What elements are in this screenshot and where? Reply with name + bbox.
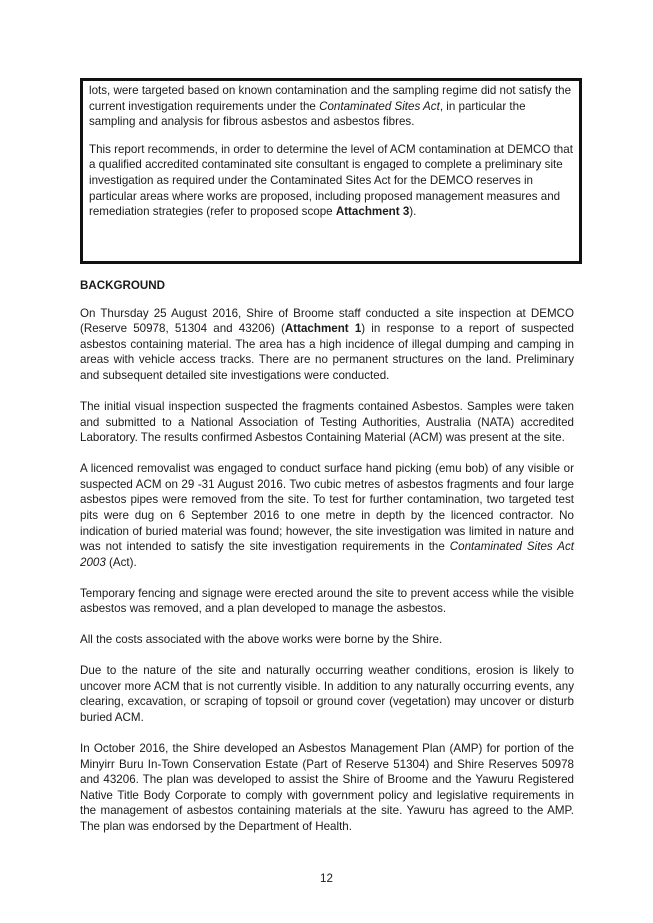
summary-paragraph-2: [89, 142, 575, 220]
paragraph-4: Temporary fencing and signage were erected around the site to prevent access while the visible asbestos was removed, and a plan developed to manage the asbestos.: [80, 586, 574, 616]
section-heading: BACKGROUND: [80, 279, 166, 292]
paragraph-7: In October 2016, the Shire developed an Asbestos Management Plan (AMP) for portion of the Minyirr Buru In-Town Conservation Estate (Part of Reserve 51304) and Shire Reserves 50978 and 43206. The plan was developed to assist the Shire of Broome and the Yawuru Registered Native Title Body Corporate to comply with government policy and legislative requirements in the management of asbestos containing materials at the site. Yawuru has agreed to the AMP. The plan was endorsed by the Department of Health.: [80, 742, 574, 833]
attachment-reference: Attachment 3: [335, 205, 410, 219]
page-number: 12: [320, 872, 333, 885]
summary-box: [80, 78, 582, 264]
paragraph-2: The initial visual inspection suspected the fragments contained Asbestos. Samples were taken and submitted to a National Association of Testing Authorities, Australia (NATA) accredited Laboratory. The results confirmed Asbestos Containing Material (ACM) was present at the site.: [80, 399, 574, 445]
summary-paragraph-1: [89, 83, 575, 130]
attachment-reference: Attachment 1: [284, 322, 362, 336]
act-reference: Contaminated Sites Act: [319, 99, 440, 113]
paragraph-3: [80, 461, 574, 570]
paragraph-6: Due to the nature of the site and naturally occurring weather conditions, erosion is likely to uncover more ACM that is not currently visible. In addition to any naturally occurring events, any clearing, excavation, or scraping of topsoil or ground cover (vegetation) may uncover or disturb buried ACM.: [80, 664, 574, 725]
background-section: [80, 278, 574, 850]
summary-p1-text-a: lots, were targeted based on known contamination and the sampling regime did not satisfy the current investigation requirements under the: [89, 84, 572, 113]
paragraph-5: All the costs associated with the above works were borne by the Shire.: [80, 633, 443, 647]
p1-text-a: On Thursday 25 August 2016, Shire of Broome staff conducted a site inspection at DEMCO (Reserve 50978, 51304 and 43206) (: [80, 306, 574, 336]
p1-text-b: ) in response to a report of suspected asbestos containing material. The area has a high incidence of illegal dumping and camping in areas with vehicle access tracks. There are no permanent structures on the land. Preliminary and subsequent detailed site investigations were conducted.: [80, 322, 574, 382]
paragraph-1: [80, 306, 574, 384]
p3-text-a: A licenced removalist was engaged to conduct surface hand picking (emu bob) of any visible or suspected ACM on 29 -31 August 2016. Two cubic metres of asbestos fragments and four large asbestos pipes were removed from the site. To test for further contamination, two targeted test pits were dug on 6 September 2016 to one metre in depth by the licenced contractor. No indication of buried material was found; however, the site investigation was limited in nature and was not intended to satisfy the site investigation requirements in the: [80, 462, 574, 554]
act-reference: Contaminated Sites Act 2003: [80, 540, 574, 569]
summary-p1-text-b: , in particular the sampling and analysis for fibrous asbestos and asbestos fibres.: [89, 99, 526, 129]
summary-p2-text-a: This report recommends, in order to determine the level of ACM contamination at DEMCO that a qualified accredited contaminated site consultant is engaged to complete a preliminary site investigation as required under the Contaminated Sites Act for the DEMCO reserves in particular areas where works are proposed, including proposed management measures and remediation strategies (refer to proposed scope: [89, 142, 573, 219]
p3-text-b: (Act).: [105, 555, 137, 569]
summary-p2-text-b: ).: [409, 205, 417, 219]
